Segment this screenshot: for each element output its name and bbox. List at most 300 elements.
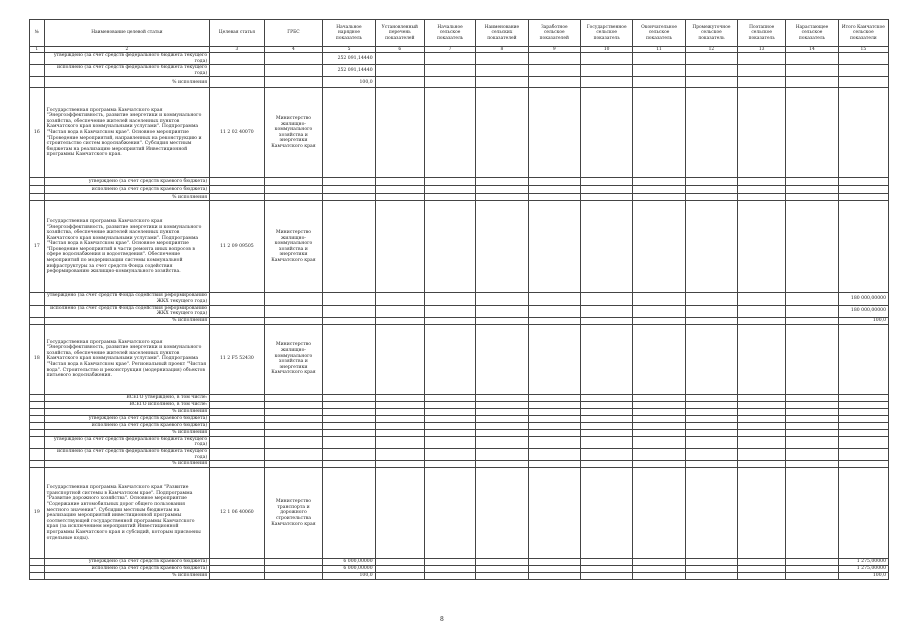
empty-cell: [528, 422, 580, 429]
empty-cell: [375, 317, 424, 324]
empty-cell: [685, 201, 737, 293]
value-cell: [838, 436, 888, 448]
value-cell: [838, 461, 888, 468]
empty-cell: [210, 448, 264, 460]
empty-cell: [685, 422, 737, 429]
empty-cell: [476, 201, 528, 293]
empty-cell: [633, 573, 685, 580]
empty-cell: [528, 408, 580, 415]
empty-cell: [685, 436, 737, 448]
empty-cell: [210, 77, 264, 88]
column-index: 2: [44, 47, 210, 53]
empty-cell: [738, 88, 786, 178]
row-label: утверждено (за счет средств краевого бюджета): [44, 559, 210, 566]
empty-cell: [786, 468, 838, 559]
empty-cell: [685, 194, 737, 201]
value-cell: [838, 186, 888, 194]
empty-cell: [528, 461, 580, 468]
row-label: утверждено (за счет средств федерального бюджета текущего года): [44, 436, 210, 448]
empty-cell: [838, 88, 888, 178]
empty-cell: [528, 415, 580, 422]
empty-cell: [738, 186, 786, 194]
empty-cell: [685, 573, 737, 580]
empty-cell: [476, 408, 528, 415]
empty-cell: [685, 317, 737, 324]
empty-cell: [264, 77, 323, 88]
empty-cell: [476, 422, 528, 429]
column-index: 15: [838, 47, 888, 53]
empty-cell: [323, 324, 375, 394]
table-row: [30, 305, 889, 317]
table-row: [30, 415, 889, 422]
empty-cell: [476, 566, 528, 573]
table-row: [30, 293, 889, 305]
empty-cell: [210, 415, 264, 422]
empty-cell: [633, 317, 685, 324]
program-name: Государственная программа Камчатского края "Развитие транспортной системы в Камчатском крае". Подпрограмма "Развитие дорожного хозяйства". Основное мероприятие "Содержание автомобильных дорог общего пользования местного значения". Субсидии местным бюджетам на реализацию мероприятий инвестиционной программы соответствующей государственной программы Камчатского края (за исключением мероприятий Инвестиционной программы Камчатского края и субсидий, которым присвоены отдельные коды).: [44, 468, 210, 559]
empty-cell: [30, 65, 45, 77]
empty-cell: [476, 77, 528, 88]
column-index: 4: [264, 47, 323, 53]
table-row: [30, 448, 889, 460]
empty-cell: [424, 461, 475, 468]
empty-cell: [580, 573, 632, 580]
row-label: % исполнения: [44, 317, 210, 324]
empty-cell: [528, 77, 580, 88]
empty-cell: [30, 186, 45, 194]
empty-cell: [786, 394, 838, 401]
program-row: [30, 324, 889, 394]
empty-cell: [375, 429, 424, 436]
empty-cell: [786, 436, 838, 448]
empty-cell: [580, 88, 632, 178]
empty-cell: [210, 53, 264, 65]
empty-cell: [738, 436, 786, 448]
empty-cell: [786, 53, 838, 65]
empty-cell: [528, 448, 580, 460]
empty-cell: [738, 394, 786, 401]
empty-cell: [264, 566, 323, 573]
empty-cell: [786, 566, 838, 573]
empty-cell: [738, 559, 786, 566]
header-row: [30, 20, 889, 47]
empty-cell: [633, 461, 685, 468]
empty-cell: [476, 429, 528, 436]
empty-cell: [30, 317, 45, 324]
empty-cell: [633, 401, 685, 408]
page-number: 8: [440, 616, 444, 623]
empty-cell: [476, 448, 528, 460]
empty-cell: [476, 468, 528, 559]
table-row: [30, 401, 889, 408]
value-cell: [323, 194, 375, 201]
empty-cell: [528, 186, 580, 194]
empty-cell: [738, 573, 786, 580]
empty-cell: [424, 408, 475, 415]
value-cell: [838, 422, 888, 429]
value-cell: [838, 394, 888, 401]
empty-cell: [424, 88, 475, 178]
empty-cell: [30, 448, 45, 460]
table-row: [30, 194, 889, 201]
empty-cell: [633, 448, 685, 460]
empty-cell: [264, 559, 323, 566]
empty-cell: [738, 293, 786, 305]
empty-cell: [30, 394, 45, 401]
column-index: 3: [210, 47, 264, 53]
column-index: 14: [786, 47, 838, 53]
empty-cell: [786, 305, 838, 317]
row-label: утверждено (за счет средств краевого бюджета): [44, 178, 210, 186]
empty-cell: [685, 461, 737, 468]
empty-cell: [424, 77, 475, 88]
empty-cell: [685, 178, 737, 186]
empty-cell: [528, 201, 580, 293]
program-row: [30, 201, 889, 293]
value-cell: [323, 178, 375, 186]
empty-cell: [685, 77, 737, 88]
column-header: Промежуточное сельское показатель: [685, 20, 737, 47]
column-header: Наименование сельских показателей: [476, 20, 528, 47]
empty-cell: [30, 415, 45, 422]
empty-cell: [476, 293, 528, 305]
empty-cell: [476, 573, 528, 580]
empty-cell: [528, 293, 580, 305]
empty-cell: [580, 293, 632, 305]
empty-cell: [264, 317, 323, 324]
empty-cell: [838, 468, 888, 559]
program-name: Государственная программа Камчатского края "Энергоэффективность, развитие энергетики и коммунального хозяйства, обеспечение жителей населенных пунктов Камчатского края коммунальными услугами". Подпрограмма "Чистая вода в Камчатском крае". Основное мероприятие "Проведение мероприятий в части ремонта иных вопросов в сфере водоснабжения и водоотведения". Обеспечение мероприятий по модернизации системы коммунальной инфраструктуры за счет средств Фонда содействия реформированию жилищно-коммунального хозяйства.: [44, 201, 210, 293]
empty-cell: [528, 573, 580, 580]
value-cell: [323, 436, 375, 448]
empty-cell: [375, 436, 424, 448]
empty-cell: [30, 401, 45, 408]
empty-cell: [210, 65, 264, 77]
row-label: % исполнения: [44, 429, 210, 436]
value-cell: [838, 77, 888, 88]
empty-cell: [528, 178, 580, 186]
empty-cell: [580, 178, 632, 186]
value-cell: [323, 305, 375, 317]
empty-cell: [633, 394, 685, 401]
value-cell: [838, 448, 888, 460]
empty-cell: [424, 65, 475, 77]
empty-cell: [210, 559, 264, 566]
empty-cell: [424, 201, 475, 293]
empty-cell: [685, 293, 737, 305]
value-cell: [323, 422, 375, 429]
empty-cell: [685, 88, 737, 178]
empty-cell: [424, 317, 475, 324]
empty-cell: [210, 178, 264, 186]
empty-cell: [738, 201, 786, 293]
table-row: [30, 422, 889, 429]
empty-cell: [476, 324, 528, 394]
empty-cell: [580, 415, 632, 422]
report-sheet: [29, 19, 889, 580]
empty-cell: [476, 194, 528, 201]
column-header: Начальное сельское показатель: [424, 20, 475, 47]
value-cell: [838, 401, 888, 408]
value-cell: 6 000,00000: [323, 559, 375, 566]
value-cell: [838, 194, 888, 201]
empty-cell: [633, 436, 685, 448]
empty-cell: [30, 429, 45, 436]
empty-cell: [323, 201, 375, 293]
empty-cell: [210, 573, 264, 580]
empty-cell: [633, 65, 685, 77]
empty-cell: [738, 461, 786, 468]
empty-cell: [264, 401, 323, 408]
empty-cell: [424, 436, 475, 448]
empty-cell: [30, 422, 45, 429]
row-label: % исполнения: [44, 194, 210, 201]
empty-cell: [424, 422, 475, 429]
empty-cell: [633, 468, 685, 559]
empty-cell: [633, 293, 685, 305]
empty-cell: [528, 394, 580, 401]
empty-cell: [375, 401, 424, 408]
empty-cell: [685, 53, 737, 65]
empty-cell: [738, 194, 786, 201]
column-header: Заработное сельское показателей: [528, 20, 580, 47]
empty-cell: [633, 422, 685, 429]
empty-cell: [786, 88, 838, 178]
empty-cell: [375, 559, 424, 566]
empty-cell: [264, 65, 323, 77]
empty-cell: [633, 305, 685, 317]
table-row: [30, 566, 889, 573]
empty-cell: [30, 178, 45, 186]
table-row: [30, 77, 889, 88]
program-number: 18: [30, 324, 45, 394]
value-cell: [323, 293, 375, 305]
empty-cell: [838, 324, 888, 394]
row-label: ВСЕГО утверждено, в том числе:: [44, 394, 210, 401]
empty-cell: [738, 65, 786, 77]
column-index: 13: [738, 47, 786, 53]
empty-cell: [375, 468, 424, 559]
program-grbs: Министерство жилищно-коммунального хозяйства и энергетики Камчатского края: [264, 88, 323, 178]
empty-cell: [738, 408, 786, 415]
program-grbs: Министерство жилищно-коммунального хозяйства и энергетики Камчатского края: [264, 324, 323, 394]
value-cell: [838, 429, 888, 436]
value-cell: 100,0: [838, 317, 888, 324]
program-grbs: Министерство жилищно-коммунального хозяйства и энергетики Камчатского края: [264, 201, 323, 293]
empty-cell: [633, 408, 685, 415]
program-row: [30, 88, 889, 178]
column-header: Окончательное сельское показатель: [633, 20, 685, 47]
program-code: 12 1 06 40060: [210, 468, 264, 559]
empty-cell: [633, 88, 685, 178]
value-cell: [323, 461, 375, 468]
empty-cell: [476, 88, 528, 178]
empty-cell: [786, 573, 838, 580]
empty-cell: [424, 178, 475, 186]
value-cell: 252 091,14440: [323, 65, 375, 77]
empty-cell: [264, 448, 323, 460]
empty-cell: [264, 53, 323, 65]
empty-cell: [424, 448, 475, 460]
program-row: [30, 468, 889, 559]
empty-cell: [633, 186, 685, 194]
value-cell: 180 000,00000: [838, 305, 888, 317]
program-name: Государственная программа Камчатского края "Энергоэффективность, развитие энергетики и коммунального хозяйства, обеспечение жителей населенных пунктов Камчатского края коммунальными услугами". Подпрограмма "Чистая вода в Камчатском крае". Основное мероприятие "Проведение мероприятий, направленных на реконструкцию и строительство систем водоснабжения". Субсидия местным бюджетам на реализацию мероприятий Инвестиционной программы Камчатского края.: [44, 88, 210, 178]
column-header: Начальное нарядное показатель: [323, 20, 375, 47]
column-index: 10: [580, 47, 632, 53]
empty-cell: [210, 317, 264, 324]
table-row: [30, 461, 889, 468]
empty-cell: [786, 293, 838, 305]
column-header: Итого Камчатское сельское показатели: [838, 20, 888, 47]
column-header: Поэтапное сельское показатель: [738, 20, 786, 47]
empty-cell: [528, 468, 580, 559]
empty-cell: [528, 324, 580, 394]
empty-cell: [738, 305, 786, 317]
empty-cell: [210, 566, 264, 573]
empty-cell: [264, 293, 323, 305]
empty-cell: [375, 415, 424, 422]
empty-cell: [838, 201, 888, 293]
row-label: исполнено (за счет средств краевого бюджета): [44, 422, 210, 429]
empty-cell: [476, 65, 528, 77]
empty-cell: [30, 194, 45, 201]
empty-cell: [210, 461, 264, 468]
empty-cell: [685, 468, 737, 559]
empty-cell: [375, 77, 424, 88]
table-row: [30, 317, 889, 324]
column-header: ГРБС: [264, 20, 323, 47]
empty-cell: [633, 324, 685, 394]
column-index: 5: [323, 47, 375, 53]
empty-cell: [476, 415, 528, 422]
empty-cell: [30, 305, 45, 317]
empty-cell: [375, 194, 424, 201]
empty-cell: [738, 429, 786, 436]
empty-cell: [580, 408, 632, 415]
empty-cell: [264, 573, 323, 580]
empty-cell: [580, 53, 632, 65]
column-header: Нарастающее сельское показатель: [786, 20, 838, 47]
empty-cell: [528, 566, 580, 573]
empty-cell: [210, 436, 264, 448]
empty-cell: [375, 88, 424, 178]
value-cell: 6 000,00000: [323, 566, 375, 573]
empty-cell: [264, 394, 323, 401]
empty-cell: [633, 559, 685, 566]
empty-cell: [264, 461, 323, 468]
table-row: [30, 573, 889, 580]
table-row: [30, 436, 889, 448]
empty-cell: [375, 305, 424, 317]
empty-cell: [528, 65, 580, 77]
empty-cell: [424, 186, 475, 194]
column-header: Установленный перечень показателей: [375, 20, 424, 47]
empty-cell: [786, 324, 838, 394]
empty-cell: [633, 201, 685, 293]
empty-cell: [685, 429, 737, 436]
empty-cell: [30, 461, 45, 468]
program-grbs: Министерство транспорта и дорожного строительства Камчатского края: [264, 468, 323, 559]
row-label: утверждено (за счет средств Фонда содействия реформированию ЖКХ текущего года): [44, 293, 210, 305]
empty-cell: [633, 53, 685, 65]
table-row: [30, 178, 889, 186]
empty-cell: [375, 461, 424, 468]
empty-cell: [786, 461, 838, 468]
empty-cell: [580, 559, 632, 566]
empty-cell: [786, 317, 838, 324]
empty-cell: [424, 415, 475, 422]
empty-cell: [580, 186, 632, 194]
program-number: 16: [30, 88, 45, 178]
empty-cell: [786, 77, 838, 88]
empty-cell: [528, 194, 580, 201]
empty-cell: [30, 436, 45, 448]
empty-cell: [375, 178, 424, 186]
program-number: 17: [30, 201, 45, 293]
table-row: [30, 65, 889, 77]
empty-cell: [633, 77, 685, 88]
empty-cell: [580, 566, 632, 573]
empty-cell: [528, 317, 580, 324]
empty-cell: [528, 559, 580, 566]
column-index: 1: [30, 47, 45, 53]
empty-cell: [528, 436, 580, 448]
empty-cell: [424, 559, 475, 566]
empty-cell: [210, 186, 264, 194]
empty-cell: [580, 429, 632, 436]
empty-cell: [685, 408, 737, 415]
value-cell: [323, 408, 375, 415]
empty-cell: [375, 448, 424, 460]
table-row: [30, 429, 889, 436]
column-header: Наименование целевой статьи: [44, 20, 210, 47]
empty-cell: [738, 415, 786, 422]
column-index: 9: [528, 47, 580, 53]
value-cell: [323, 401, 375, 408]
row-label: % исполнения: [44, 461, 210, 468]
empty-cell: [210, 394, 264, 401]
empty-cell: [738, 324, 786, 394]
empty-cell: [685, 65, 737, 77]
empty-cell: [685, 401, 737, 408]
empty-cell: [424, 324, 475, 394]
empty-cell: [476, 559, 528, 566]
value-cell: [838, 65, 888, 77]
empty-cell: [424, 401, 475, 408]
empty-cell: [580, 324, 632, 394]
empty-cell: [685, 186, 737, 194]
empty-cell: [264, 186, 323, 194]
value-cell: [838, 178, 888, 186]
empty-cell: [738, 422, 786, 429]
empty-cell: [375, 201, 424, 293]
column-index: 6: [375, 47, 424, 53]
row-label: % исполнения: [44, 573, 210, 580]
empty-cell: [476, 317, 528, 324]
empty-cell: [685, 305, 737, 317]
value-cell: 252 091,14440: [323, 53, 375, 65]
empty-cell: [786, 401, 838, 408]
empty-cell: [685, 559, 737, 566]
empty-cell: [30, 77, 45, 88]
empty-cell: [264, 194, 323, 201]
row-label: исполнено (за счет средств краевого бюджета): [44, 186, 210, 194]
empty-cell: [738, 77, 786, 88]
value-cell: 100,0: [323, 77, 375, 88]
empty-cell: [424, 53, 475, 65]
empty-cell: [786, 429, 838, 436]
